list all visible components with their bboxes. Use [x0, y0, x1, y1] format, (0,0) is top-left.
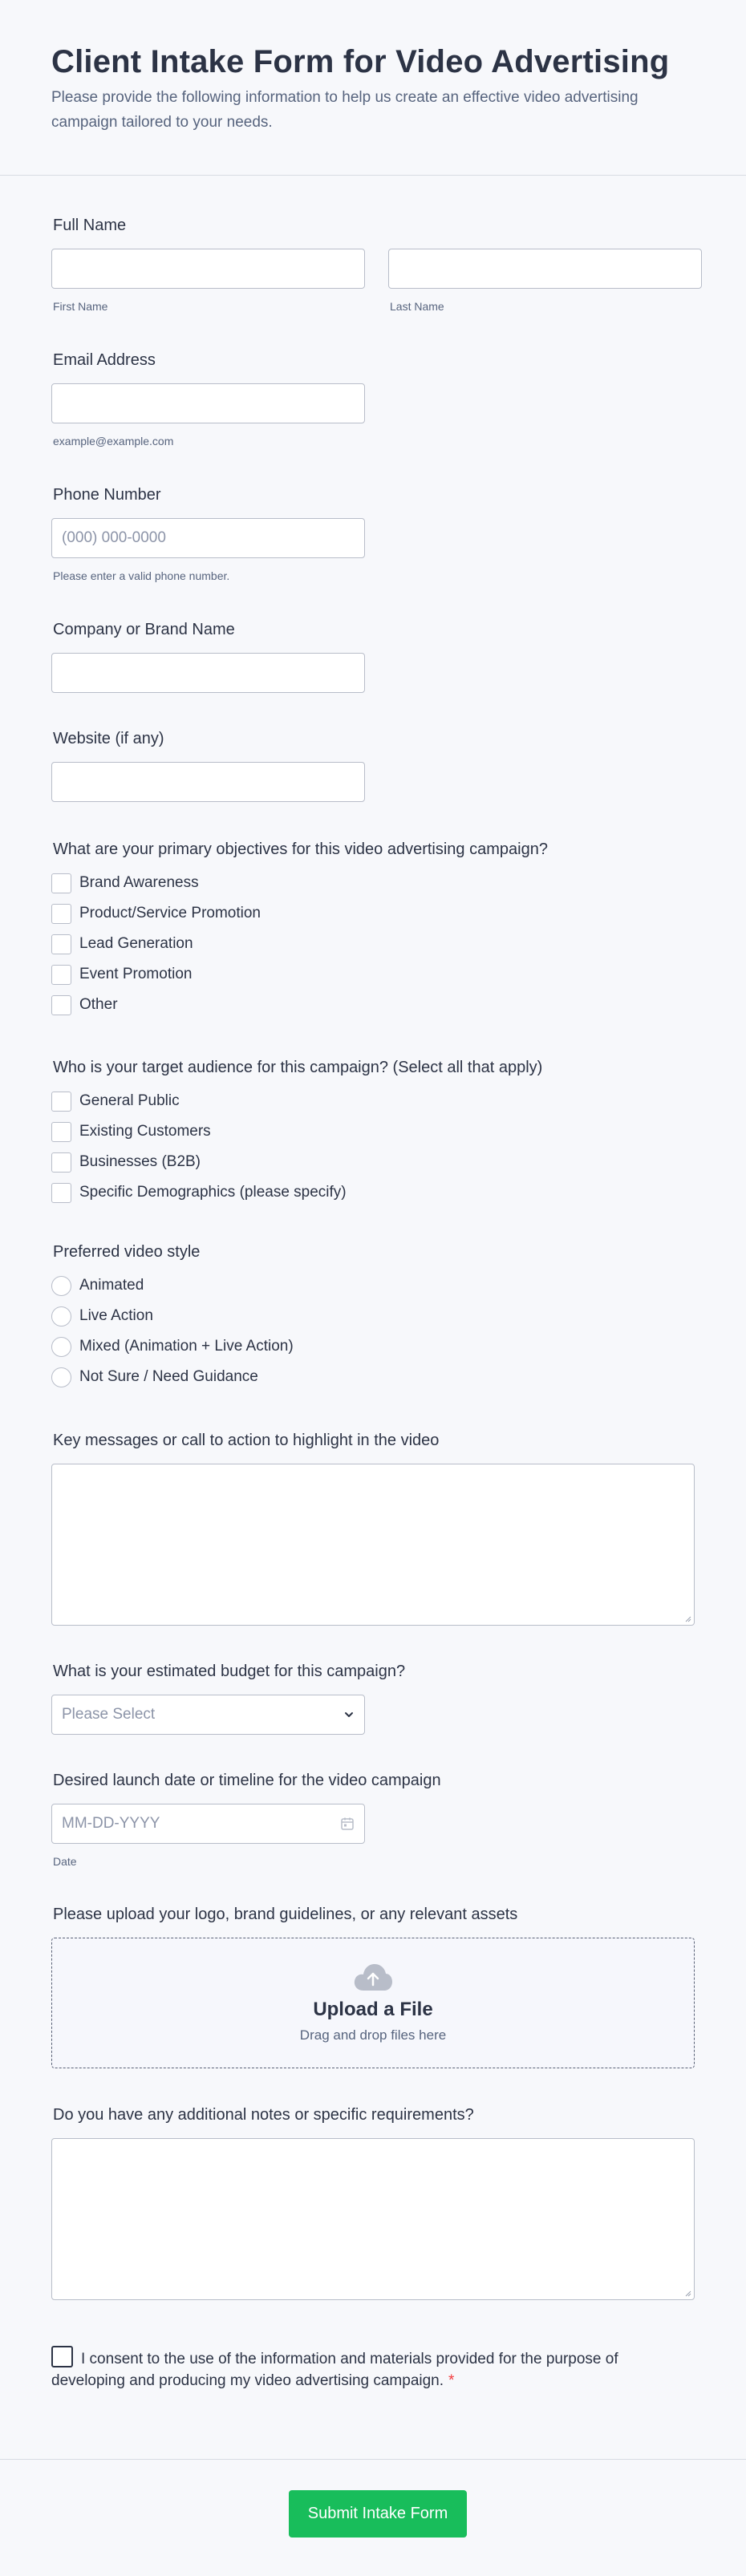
website-label: Website (if any) — [53, 730, 164, 747]
upload-field — [51, 1904, 695, 2068]
option-label: Brand Awareness — [79, 874, 199, 891]
audience-option-general-public[interactable] — [51, 1086, 542, 1116]
form-subtitle: Please provide the following information to help us create an effective video advertising campaign tailored to your needs. — [51, 89, 639, 131]
resize-handle-icon[interactable] — [683, 1614, 691, 1622]
budget-select-value: Please Select — [62, 1706, 156, 1723]
form-header — [0, 0, 746, 176]
chevron-down-icon — [343, 1709, 355, 1720]
email-input[interactable] — [51, 383, 365, 423]
upload-subtitle: Drag and drop files here — [299, 2027, 447, 2043]
budget-label: What is your estimated budget for this campaign? — [53, 1663, 406, 1680]
objective-option-other[interactable] — [51, 990, 548, 1020]
email-field — [51, 350, 365, 448]
phone-input[interactable]: (000) 000-0000 — [51, 518, 365, 558]
option-label: Other — [79, 996, 118, 1013]
phone-sublabel: Please enter a valid phone number. — [53, 569, 230, 582]
website-input[interactable] — [51, 762, 365, 802]
upload-label: Please upload your logo, brand guidelines, or any relevant assets — [53, 1906, 518, 1923]
option-label: Existing Customers — [79, 1123, 211, 1140]
radio-button[interactable] — [51, 1367, 71, 1387]
option-label: Lead Generation — [79, 935, 193, 952]
launch-date-sublabel: Date — [53, 1855, 77, 1868]
checkbox[interactable] — [51, 965, 71, 985]
calendar-icon[interactable] — [340, 1817, 355, 1831]
audience-label: Who is your target audience for this campaign? (Select all that apply) — [53, 1059, 543, 1076]
launch-date-field — [51, 1770, 441, 1868]
radio-button[interactable] — [51, 1306, 71, 1326]
first-name-input[interactable] — [51, 249, 365, 289]
objective-option-brand-awareness[interactable] — [51, 868, 548, 898]
submit-button[interactable]: Submit Intake Form — [289, 2490, 467, 2538]
audience-option-specific-demographics[interactable] — [51, 1177, 542, 1208]
option-label: Specific Demographics (please specify) — [79, 1184, 347, 1201]
budget-select[interactable] — [51, 1695, 365, 1735]
consent-checkbox[interactable] — [51, 2346, 73, 2367]
full-name-field — [51, 215, 702, 313]
launch-date-placeholder: MM-DD-YYYY — [62, 1815, 160, 1832]
full-name-label: Full Name — [53, 217, 127, 234]
objective-option-event-promotion[interactable] — [51, 959, 548, 990]
notes-field — [51, 2104, 695, 2300]
option-label: Mixed (Animation + Live Action) — [79, 1338, 294, 1355]
website-field — [51, 728, 365, 802]
checkbox[interactable] — [51, 1183, 71, 1203]
checkbox[interactable] — [51, 1122, 71, 1142]
first-name-sublabel: First Name — [53, 300, 108, 313]
option-label: Product/Service Promotion — [79, 905, 261, 921]
style-option-animated[interactable] — [51, 1270, 294, 1301]
resize-handle-icon[interactable] — [683, 2289, 691, 2297]
upload-title: Upload a File — [313, 1998, 433, 2020]
email-label: Email Address — [53, 351, 156, 369]
checkbox[interactable] — [51, 1152, 71, 1173]
form-footer — [0, 2459, 746, 2576]
email-sublabel: example@example.com — [53, 435, 174, 448]
cloud-upload-icon — [353, 1963, 393, 1992]
notes-label: Do you have any additional notes or specific requirements? — [53, 2106, 474, 2124]
video-style-field — [51, 1241, 294, 1392]
option-label: Businesses (B2B) — [79, 1153, 201, 1170]
last-name-sublabel: Last Name — [390, 300, 444, 313]
radio-button[interactable] — [51, 1337, 71, 1357]
objectives-field — [51, 839, 548, 1020]
last-name-input[interactable] — [388, 249, 702, 289]
phone-field — [51, 484, 365, 582]
form-title: Client Intake Form for Video Advertising — [51, 44, 670, 79]
audience-field — [51, 1057, 542, 1208]
checkbox[interactable] — [51, 904, 71, 924]
option-label: Animated — [79, 1277, 144, 1294]
checkbox[interactable] — [51, 1092, 71, 1112]
option-label: Not Sure / Need Guidance — [79, 1368, 258, 1385]
launch-date-label: Desired launch date or timeline for the video campaign — [53, 1772, 441, 1789]
style-option-live-action[interactable] — [51, 1301, 294, 1331]
phone-label: Phone Number — [53, 486, 161, 504]
key-messages-textarea[interactable] — [51, 1464, 695, 1626]
consent-field — [51, 2346, 693, 2392]
objectives-label: What are your primary objectives for this video advertising campaign? — [53, 840, 548, 858]
key-messages-field — [51, 1430, 695, 1626]
consent-label: I consent to the use of the information and materials provided for the purpose of developing and producing my video advertising campaign. — [51, 2351, 618, 2389]
option-label: Live Action — [79, 1307, 153, 1324]
checkbox[interactable] — [51, 995, 71, 1015]
launch-date-input[interactable] — [51, 1804, 365, 1844]
required-mark: * — [448, 2372, 455, 2389]
audience-option-existing-customers[interactable] — [51, 1116, 542, 1147]
consent-text-block — [51, 2346, 693, 2392]
key-messages-label: Key messages or call to action to highlight in the video — [53, 1432, 440, 1449]
objective-option-product-promotion[interactable] — [51, 898, 548, 929]
radio-button[interactable] — [51, 1276, 71, 1296]
style-option-mixed[interactable] — [51, 1331, 294, 1362]
budget-field — [51, 1661, 405, 1735]
option-label: General Public — [79, 1092, 180, 1109]
objective-option-lead-generation[interactable] — [51, 929, 548, 959]
checkbox[interactable] — [51, 873, 71, 893]
notes-textarea[interactable] — [51, 2138, 695, 2300]
video-style-label: Preferred video style — [53, 1243, 201, 1261]
option-label: Event Promotion — [79, 966, 193, 982]
company-field — [51, 619, 365, 693]
style-option-not-sure[interactable] — [51, 1362, 294, 1392]
company-input[interactable] — [51, 653, 365, 693]
checkbox[interactable] — [51, 934, 71, 954]
company-label: Company or Brand Name — [53, 621, 235, 638]
audience-option-businesses[interactable] — [51, 1147, 542, 1177]
file-upload-dropzone[interactable] — [51, 1938, 695, 2068]
